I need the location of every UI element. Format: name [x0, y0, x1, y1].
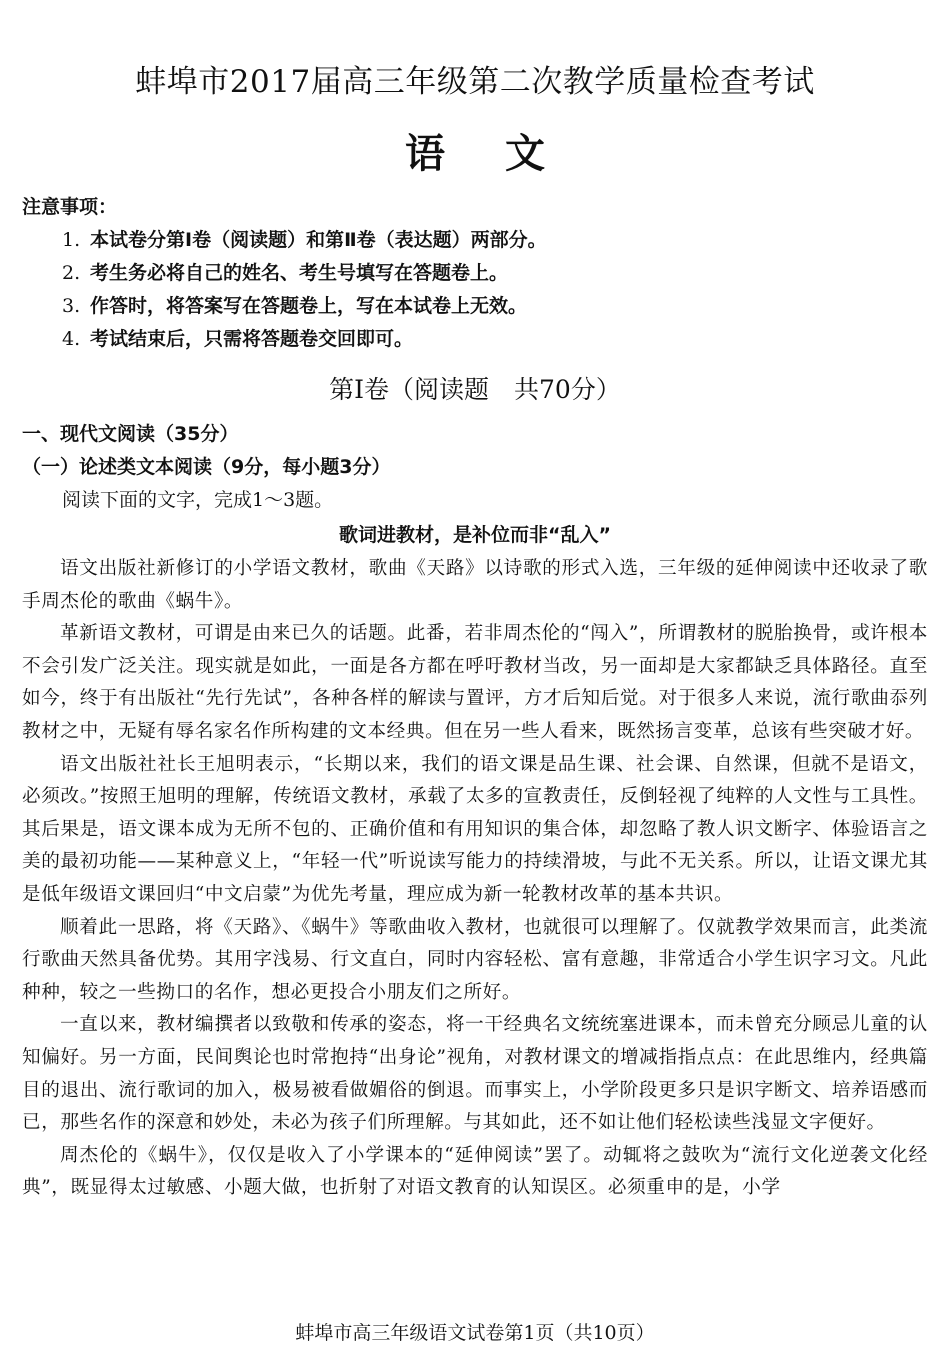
- notice-item: [22, 224, 928, 257]
- page-footer: 蚌埠市高三年级语文试卷第1页（共10页）: [295, 1322, 655, 1344]
- article-paragraph: 革新语文教材，可谓是由来已久的话题。此番，若非周杰伦的“闯入”，所谓教材的脱胎换骨，或许根本不会引发广泛关注。现实就是如此，一面是各方都在呼吁教材当改，另一面却是大家都缺乏具体路径。直至如今，终于有出版社“先行先试”，各种各样的解读与置评，方才后知后觉。对于很多人来说，流行歌曲忝列教材之中，无疑有辱名家名作所构建的文本经典。但在另一些人看来，既然扬言变革，总该有些突破才好。: [22, 623, 928, 742]
- article-paragraph: 语文出版社新修订的小学语文教材，歌曲《天路》以诗歌的形式入选，三年级的延伸阅读中还收录了歌手周杰伦的歌曲《蜗牛》。: [22, 558, 928, 612]
- reading-instruction: 阅读下面的文字，完成1～3题。: [62, 489, 334, 511]
- part-one-title: 第Ⅰ卷（阅读题 共70分）: [329, 375, 621, 404]
- exam-title: 蚌埠市2017届高三年级第二次教学质量检查考试: [135, 64, 815, 100]
- notice-item-number: 3.: [62, 295, 81, 317]
- article-title: 歌词进教材，是补位而非“乱入”: [339, 524, 611, 546]
- section-heading: [22, 418, 928, 451]
- notice-item-number: 4.: [62, 328, 81, 350]
- notice-item: [22, 290, 928, 323]
- notice-item: [22, 257, 928, 290]
- article-paragraph: 周杰伦的《蜗牛》，仅仅是收入了小学课本的“延伸阅读”罢了。动辄将之鼓吹为“流行文化逆袭文化经典”，既显得太过敏感、小题大做，也折射了对语文教育的认知误区。必须重申的是，小学: [22, 1144, 928, 1199]
- notice-item: [22, 323, 928, 356]
- subject-title: 语文: [405, 130, 605, 177]
- notice-item-text: 考试结束后，只需将答题卷交回即可。: [90, 328, 414, 350]
- article-paragraph: 一直以来，教材编撰者以致敬和传承的姿态，将一干经典名文统统塞进课本，而未曾充分顾忌儿童的认知偏好。另一方面，民间舆论也时常抱持“出身论”视角，对教材课文的增减指指点点：在此思维内，经典篇目的退出、流行歌词的加入，极易被看做媚俗的倒退。而事实上，小学阶段更多只是识字断文、培养语感而已，那些名作的深意和妙处，未必为孩子们所理解。与其如此，还不如让他们轻松读些浅显文字便好。: [22, 1014, 928, 1134]
- notice-item-text: 考生务必将自己的姓名、考生号填写在答题卷上。: [90, 262, 509, 284]
- subsection-heading: [22, 451, 928, 484]
- section-heading-text: 一、现代文阅读（35分）: [22, 423, 239, 445]
- article-paragraph: 语文出版社社长王旭明表示，“长期以来，我们的语文课是品生课、社会课、自然课，但就不是语文，必须改。”按照王旭明的理解，传统语文教材，承载了太多的宣教责任，反倒轻视了纯粹的人文性与工具性。其后果是，语文课本成为无所不包的、正确价值和有用知识的集合体，却忽略了教人识文断字、体验语言之美的最初功能——某种意义上，“年轻一代”听说读写能力的持续滑坡，与此不无关系。所以，让语文课尤其是低年级语文课回归“中文启蒙”为优先考量，理应成为新一轮教材改革的基本共识。: [22, 753, 928, 905]
- subsection-heading-text: （一）论述类文本阅读（9分，每小题3分）: [22, 456, 391, 478]
- notice-list: [22, 224, 928, 356]
- notice-item-number: 2.: [62, 262, 81, 284]
- notice-item-number: 1.: [62, 229, 81, 251]
- notice-item-text: 本试卷分第Ⅰ卷（阅读题）和第Ⅱ卷（表达题）两部分。: [90, 229, 547, 251]
- article-paragraph: 顺着此一思路，将《天路》、《蜗牛》等歌曲收入教材，也就很可以理解了。仅就教学效果而言，此类流行歌曲天然具备优势。其用字浅易、行文直白，同时内容轻松、富有意趣，非常适合小学生识字习文。凡此种种，较之一些拗口的名作，想必更投合小朋友们之所好。: [22, 916, 928, 1003]
- notice-heading: 注意事项：: [22, 196, 118, 218]
- notice-item-text: 作答时，将答案写在答题卷上，写在本试卷上无效。: [90, 295, 528, 317]
